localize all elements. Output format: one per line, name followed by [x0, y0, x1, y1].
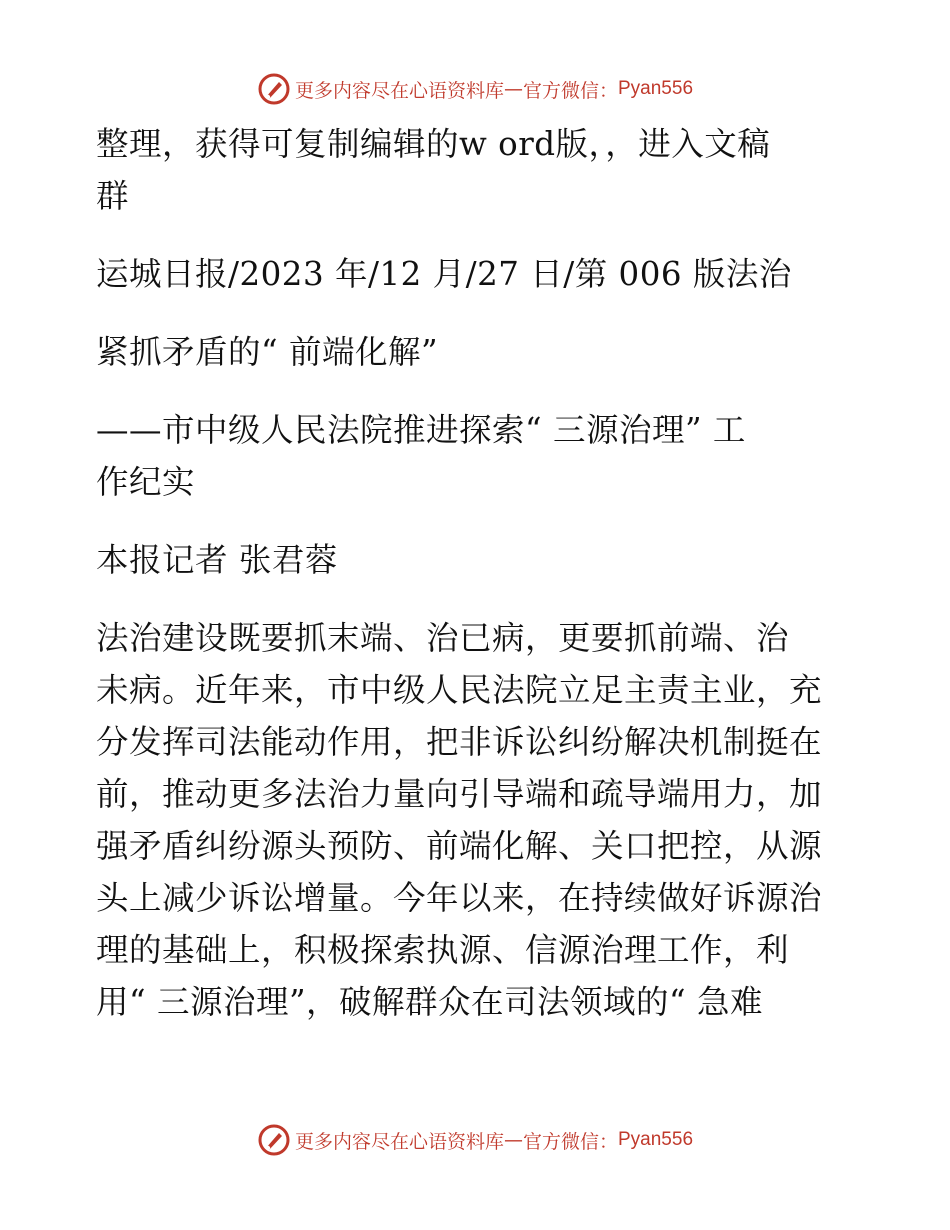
- banner-separator: —: [503, 1129, 523, 1151]
- banner-wechat-label: 官方微信：: [522, 1130, 618, 1153]
- body-line: 头上减少诉讼增量。今年以来，在持续做好诉源治: [96, 879, 823, 917]
- body-line: 用“ 三源治理”，破解群众在司法领域的“ 急难: [96, 983, 764, 1021]
- subtitle-line: ——市中级人民法院推进探索“ 三源治理” 工: [96, 411, 746, 449]
- body-line: 法治建设既要抓末端、治已病，更要抓前端、治: [96, 619, 790, 657]
- pen-logo-icon: [257, 1123, 291, 1157]
- pen-logo-icon: [257, 72, 291, 106]
- headline: 紧抓矛盾的“ 前端化解”: [96, 333, 439, 371]
- body-line: 强矛盾纠纷源头预防、前端化解、关口把控，从源: [96, 827, 823, 865]
- banner-wechat-label: 官方微信：: [522, 79, 618, 102]
- banner-text: 更多内容尽在心语资料库: [294, 1130, 504, 1153]
- source-line: 运城日报/2023 年/12 月/27 日/第 006 版法治: [96, 255, 792, 293]
- subtitle-line: 作纪实: [96, 463, 196, 501]
- byline: 本报记者 张君蓉: [96, 541, 338, 579]
- body-line: 理的基础上，积极探索执源、信源治理工作，利: [96, 931, 790, 969]
- intro-line: 群: [96, 177, 130, 215]
- body-line: 前，推动更多法治力量向引导端和疏导端用力，加: [96, 775, 823, 813]
- intro-line: 整理，获得可复制编辑的w ord版，，进入文稿: [96, 125, 771, 163]
- header-watermark-banner: [0, 69, 950, 109]
- banner-separator: —: [503, 78, 523, 100]
- footer-watermark-banner: [0, 1120, 950, 1160]
- banner-text: 更多内容尽在心语资料库: [294, 79, 504, 102]
- body-line: 分发挥司法能动作用，把非诉讼纠纷解决机制挺在: [96, 723, 823, 761]
- document-body: [96, 118, 856, 1028]
- banner-wechat-id: Pyan556: [618, 1129, 694, 1150]
- banner-wechat-id: Pyan556: [618, 78, 694, 99]
- body-line: 未病。近年来，市中级人民法院立足主责主业，充: [96, 671, 823, 709]
